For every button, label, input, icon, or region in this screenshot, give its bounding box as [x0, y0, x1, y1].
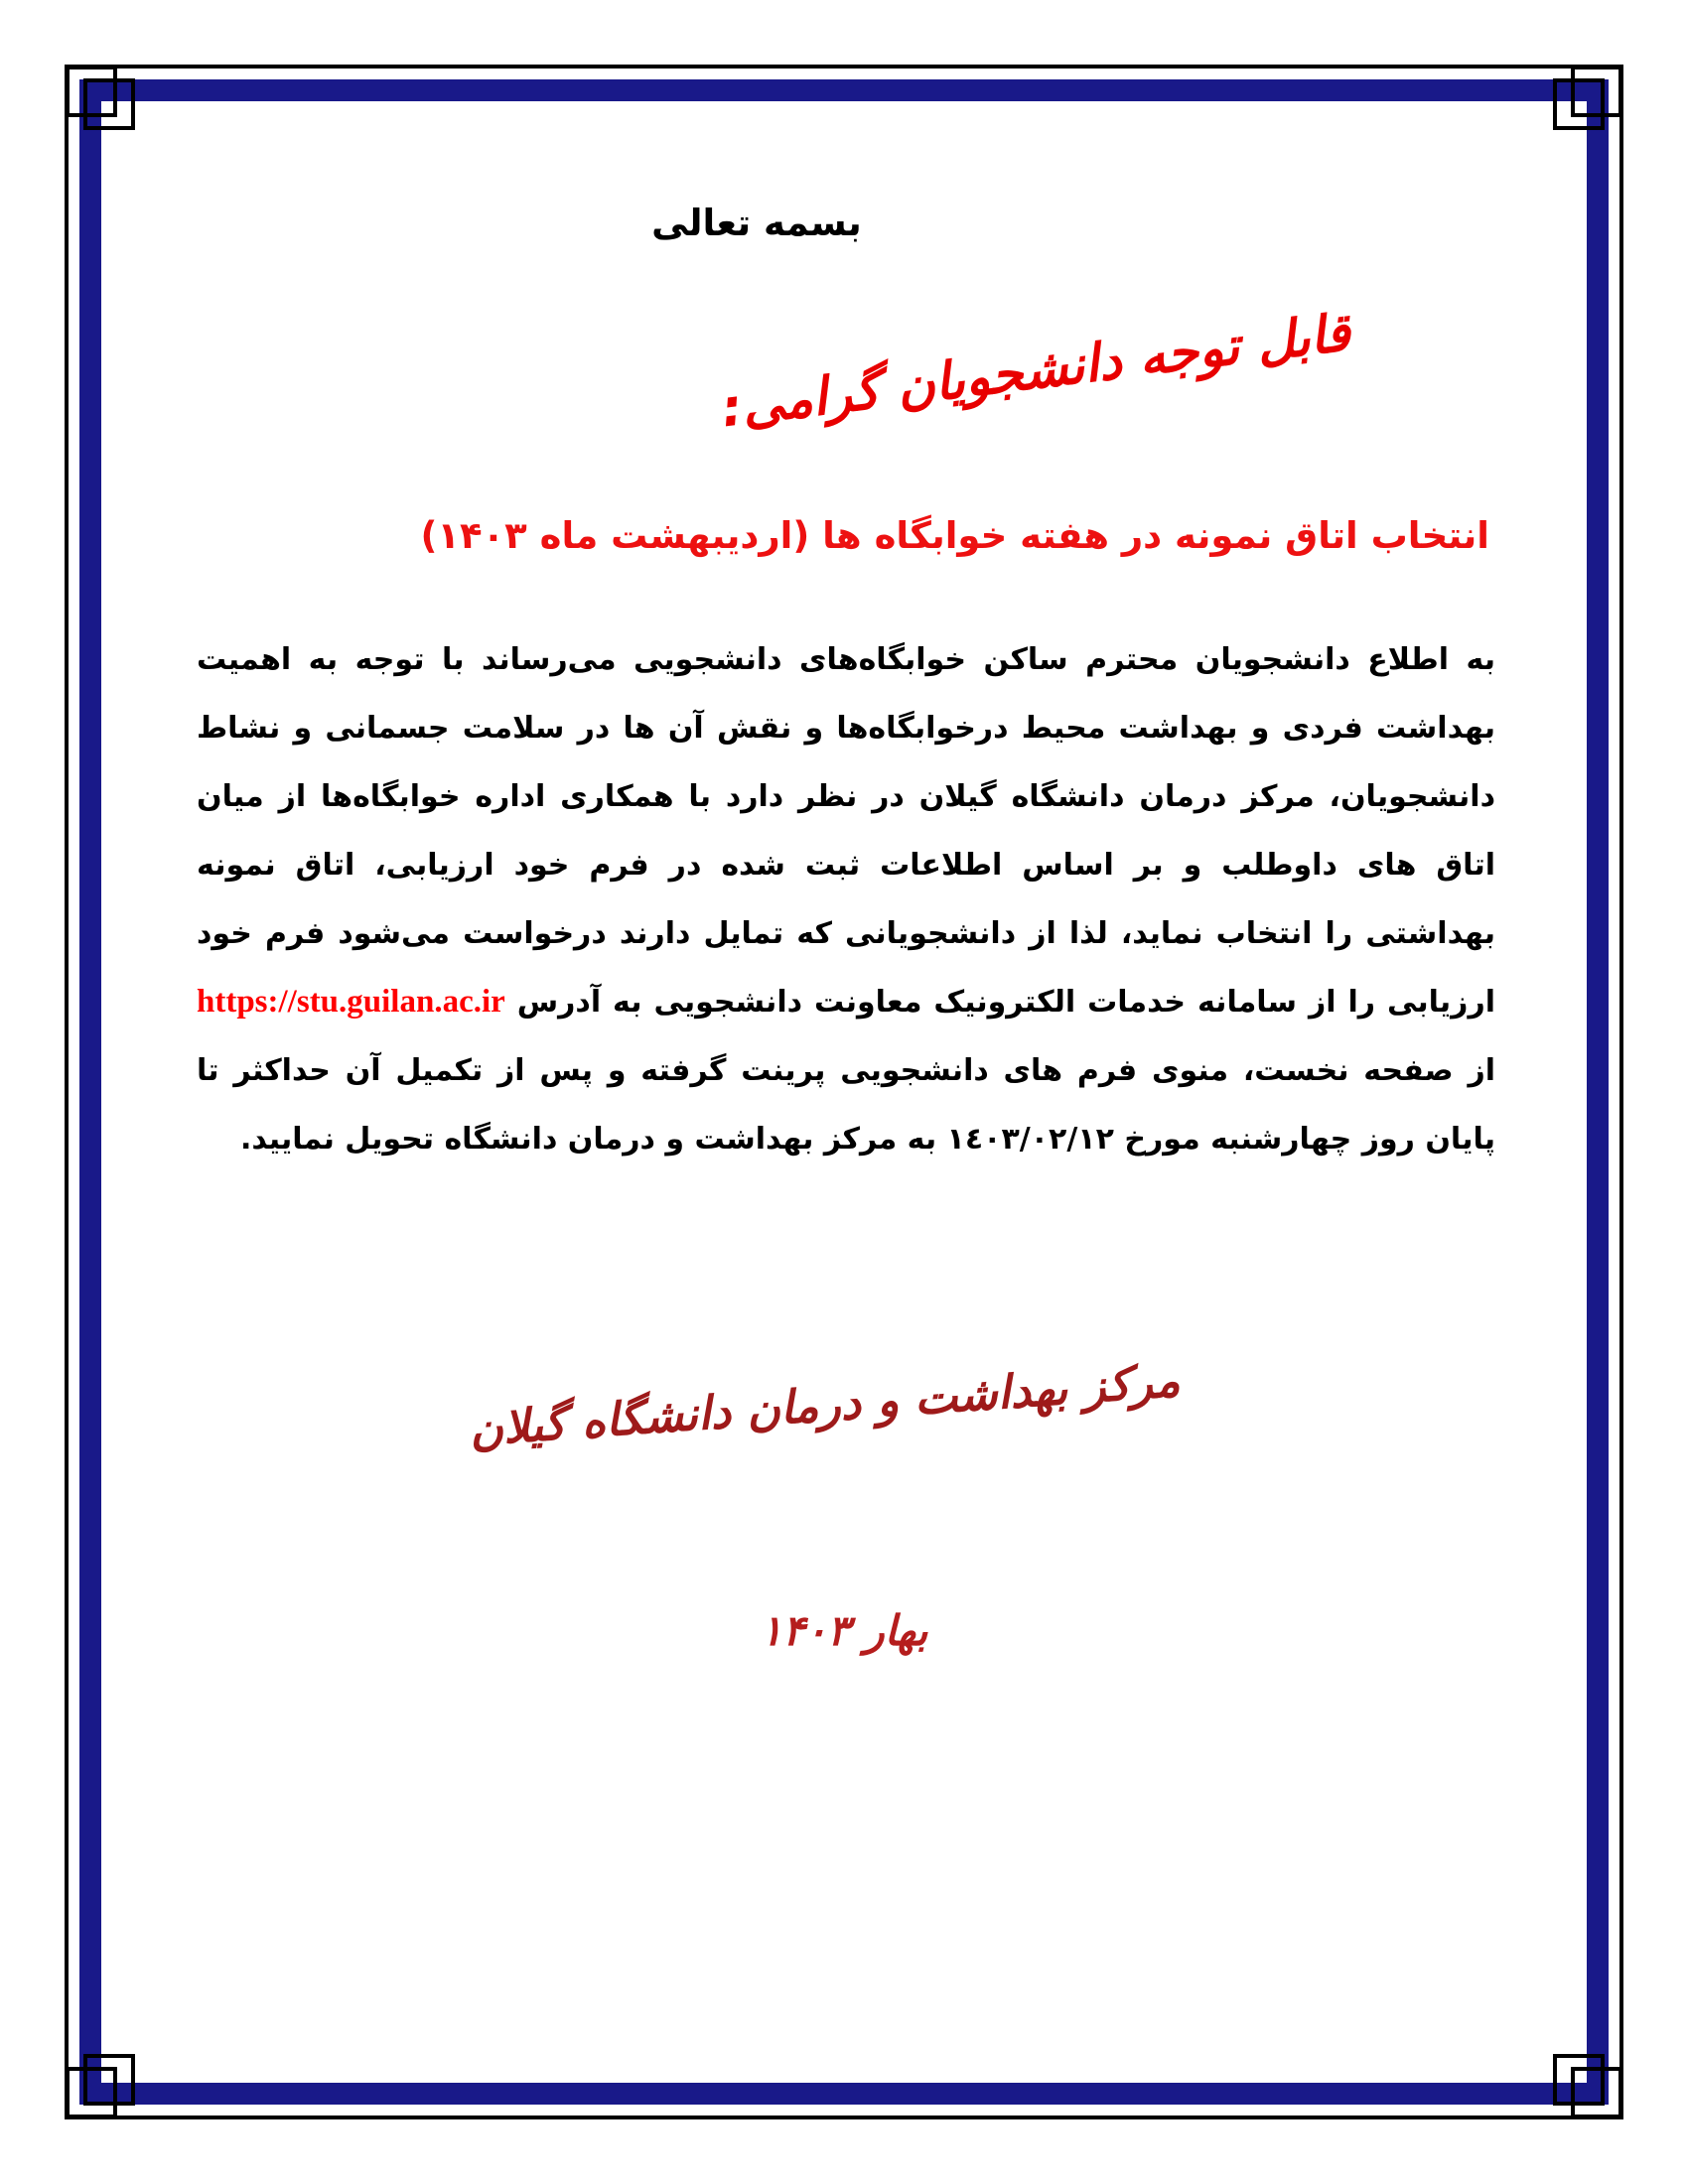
signature-text: مرکز بهداشت و درمان دانشگاه گیلان — [467, 1353, 1182, 1456]
corner-ornament-bottom-right-inner — [1553, 2054, 1605, 2106]
bismillah-header: بسمه تعالی — [651, 202, 862, 244]
body-text-after-link: از صفحه نخست، منوی فرم های دانشجویی پرینت گرفته و پس از تکمیل آن حداکثر تا پایان روز چهارشنبه مورخ ١٤٠٣/٠٢/١٢ به مرکز بهداشت و درمان دانشگاه تحویل نمایید. — [197, 1053, 1495, 1157]
body-text-before-link: به اطلاع دانشجویان محترم ساکن خوابگاه‌های دانشجویی می‌رساند با توجه به اهمیت بهداشت فردی و بهداشت محیط درخوابگاه‌ها و نقش آن ها در سلامت جسمانی و نشاط دانشجویان، مرکز درمان دانشگاه گیلان در نظر دارد با همکاری اداره خوابگاه‌ها از میان اتاق های داوطلب و بر اساس اطلاعات ثبت شده در فرم خود ارزیابی، اتاق نمونه بهداشتی را انتخاب نماید، لذا از دانشجویانی که تمایل دارند درخواست می‌شود فرم خود ارزیابی را از سامانه خدمات الکترونیک معاونت دانشجویی به آدرس — [197, 642, 1495, 1020]
corner-ornament-top-left-inner — [83, 78, 135, 130]
corner-ornament-bottom-left-inner — [83, 2054, 135, 2106]
corner-ornament-top-right-inner — [1553, 78, 1605, 130]
announcement-title: انتخاب اتاق نمونه در هفته خوابگاه ها (اردیبهشت ماه ۱۴۰۳) — [420, 514, 1489, 557]
announcement-body-paragraph — [197, 625, 1495, 1173]
attention-calligraphy-line: قابل توجه دانشجویان گرامی: — [718, 303, 1354, 440]
season-year-date: بهار ۱۴۰۳ — [760, 1606, 928, 1655]
student-portal-url-link[interactable]: https://stu.guilan.ac.ir — [197, 984, 505, 1020]
signature-calligraphy — [0, 1353, 1648, 1456]
